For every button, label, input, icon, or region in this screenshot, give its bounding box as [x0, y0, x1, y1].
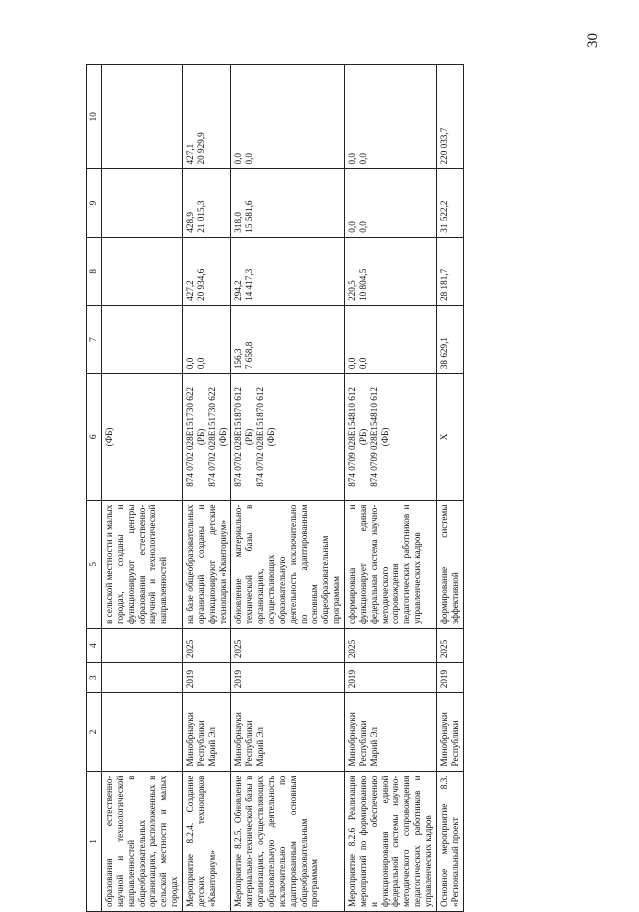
amount-cell	[345, 169, 437, 237]
amount-value: 21 015,3	[195, 200, 206, 233]
funding-source: (ФБ)	[266, 427, 277, 447]
expected-result-cell: формирование системы эффективной	[436, 500, 463, 628]
table-row	[231, 65, 345, 912]
start-year-cell: 2019	[231, 663, 345, 693]
amount-value: 428,9	[185, 212, 196, 233]
amount-value: 156,3	[233, 348, 244, 370]
budget-code: 874 0702 028Е151870 612	[255, 386, 266, 487]
amount-cell	[231, 169, 345, 237]
budget-code-cell	[231, 374, 345, 500]
amount-value: 0,0	[185, 357, 196, 370]
funding-source: (ФБ)	[104, 427, 114, 447]
budget-code: 874 0702 028Е151870 612	[233, 386, 244, 487]
amount-cell	[345, 305, 437, 373]
end-year-cell: 2025	[183, 629, 231, 663]
amount-value: 28 181,7	[438, 268, 449, 301]
amount-cell	[345, 65, 437, 169]
budget-code: Х	[438, 433, 449, 441]
amount-value: 220,5	[347, 280, 358, 301]
column-number: 4	[87, 629, 102, 663]
amount-cell	[436, 65, 463, 169]
rotated-page-content	[86, 64, 619, 912]
amount-value: 0,0	[357, 152, 368, 165]
amount-value: 10 804,5	[357, 268, 368, 301]
column-number: 6	[87, 374, 102, 500]
amount-value: 31 522,2	[438, 200, 449, 233]
column-number: 7	[87, 305, 102, 373]
amount-value: 38 629,1	[438, 337, 449, 370]
amount-value: 0,0	[347, 221, 358, 233]
amount-value: 14 417,3	[244, 268, 255, 301]
amount-cell	[102, 169, 183, 237]
amount-value: 20 929,9	[195, 132, 206, 165]
measure-name-cell: Мероприятие 8.2.5. Обновление материально-технической базы в организациях, осуществляющих образовательную деятельность исключительно по адаптированным основным общеобразовательным программам	[231, 771, 345, 911]
budget-code: 874 0709 028Е154810 612	[368, 386, 379, 487]
table-row	[102, 65, 183, 912]
page-number: 30	[585, 33, 601, 48]
end-year-cell: 2025	[345, 629, 437, 663]
amount-cell	[183, 305, 231, 373]
table-row	[183, 65, 231, 912]
executor-cell: Минобрнауки Республики Марий Эл	[345, 693, 437, 771]
budget-code: 874 0702 028Е151730 622	[185, 386, 196, 487]
amount-value: 0,0	[195, 357, 206, 370]
end-year-cell: 2025	[231, 629, 345, 663]
amount-value: 318,0	[233, 212, 244, 233]
expected-result-cell: обновление материально-технической базы в организациях, осуществляющих образовательную деятельность исключительно по адаптированным основным общеобразовательным программам	[231, 500, 345, 628]
table-row	[345, 65, 437, 912]
amount-cell	[345, 237, 437, 305]
executor-cell: Минобрнауки Республики	[436, 693, 463, 771]
column-number: 2	[87, 693, 102, 771]
measure-name-cell: Мероприятие 8.2.6 Реализация мероприятий по формированию и обеспечению функционирования единой федеральной системы научно-методического сопровождения педагогических работников и управленческих кадров	[345, 771, 437, 911]
amount-value: 0,0	[347, 357, 358, 370]
measure-name-cell: Основное мероприятие 8.3. «Региональный проект	[436, 771, 463, 911]
amount-value: 294,2	[233, 280, 244, 301]
funding-source: (РБ)	[357, 428, 368, 446]
column-number: 9	[87, 169, 102, 237]
amount-cell	[436, 305, 463, 373]
amount-value: 427,2	[185, 280, 196, 301]
budget-code: 874 0702 028Е151730 622	[206, 386, 217, 487]
expected-result-cell: на базе общеобразовательных организаций созданы и функционируют детские технопарки «Кванториум»	[183, 500, 231, 628]
amount-value: 20 934,6	[195, 268, 206, 301]
amount-cell	[436, 169, 463, 237]
column-number: 5	[87, 500, 102, 628]
funding-source: (РБ)	[244, 428, 255, 446]
amount-cell	[436, 237, 463, 305]
table-row	[436, 65, 463, 912]
amount-cell	[183, 169, 231, 237]
amount-value: 0,0	[357, 221, 368, 233]
start-year-cell: 2019	[436, 663, 463, 693]
amount-cell	[231, 237, 345, 305]
amount-cell	[231, 305, 345, 373]
budget-code: 874 0709 028Е154810 612	[347, 386, 358, 487]
column-number-row	[87, 65, 102, 912]
column-number: 1	[87, 771, 102, 911]
column-number: 8	[87, 237, 102, 305]
amount-cell	[102, 237, 183, 305]
amount-cell	[231, 65, 345, 169]
start-year-cell	[102, 663, 183, 693]
column-number: 3	[87, 663, 102, 693]
funding-source: (ФБ)	[379, 427, 390, 447]
expected-result-cell: в сельской местности и малых городах, созданы и функционируют центры образования естественно-научной и технологической направленностей	[102, 500, 183, 628]
amount-value: 427,1	[185, 143, 196, 165]
executor-cell: Минобрнауки Республики Марий Эл	[231, 693, 345, 771]
executor-cell	[102, 693, 183, 771]
amount-value: 220 033,7	[438, 127, 449, 165]
amount-cell	[183, 65, 231, 169]
amount-value: 0,0	[357, 357, 368, 370]
end-year-cell	[102, 629, 183, 663]
expected-result-cell: сформирована и функционирует единая федеральная система научно-методического сопровождения педагогических работников и управленческих кадров	[345, 500, 437, 628]
amount-value: 0,0	[244, 152, 255, 165]
amount-cell	[102, 65, 183, 169]
start-year-cell: 2019	[345, 663, 437, 693]
budget-code-cell	[345, 374, 437, 500]
column-number: 10	[87, 65, 102, 169]
amount-value: 0,0	[233, 152, 244, 165]
amount-value: 15 581,6	[244, 200, 255, 233]
amount-cell	[102, 305, 183, 373]
funding-source: (ФБ)	[217, 427, 228, 447]
budget-code-cell	[436, 374, 463, 500]
program-measures-table	[86, 64, 464, 912]
amount-value: 7 658,8	[244, 341, 255, 370]
measure-name-cell: Мероприятие 8.2.4. Создание детских технопарков «Кванториум»	[183, 771, 231, 911]
funding-source: (РБ)	[195, 428, 206, 446]
amount-cell	[183, 237, 231, 305]
budget-code-cell	[102, 374, 183, 500]
amount-value: 0,0	[347, 152, 358, 165]
measure-name-cell: образования естественно-научной и технологической направленностей в общеобразовательных организациях, расположенных в сельской местности и малых городах	[102, 771, 183, 911]
executor-cell: Минобрнауки Республики Марий Эл	[183, 693, 231, 771]
budget-code-cell	[183, 374, 231, 500]
end-year-cell: 2025	[436, 629, 463, 663]
start-year-cell: 2019	[183, 663, 231, 693]
